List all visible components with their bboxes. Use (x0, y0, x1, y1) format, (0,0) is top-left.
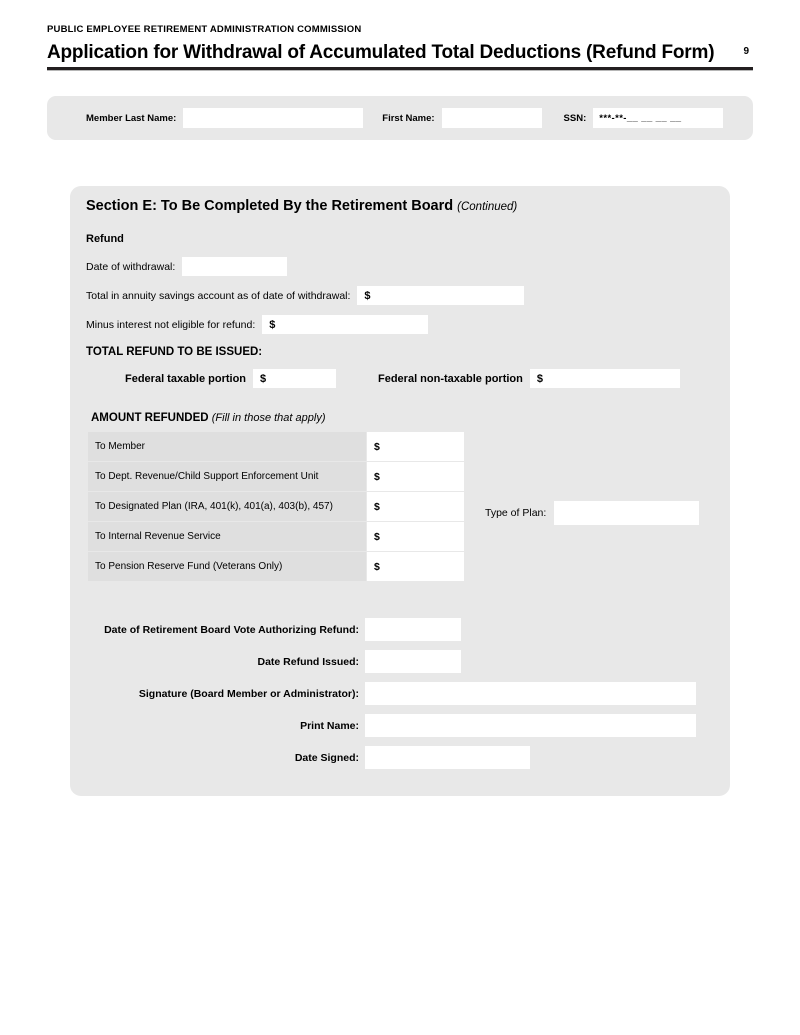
table-row (88, 522, 464, 551)
currency-symbol: $ (260, 372, 267, 385)
header-rule-thin (47, 70, 753, 71)
federal-taxable-label: Federal taxable portion (125, 372, 247, 385)
signature-label: Signature (Board Member or Administrator): (138, 687, 359, 700)
total-annuity-row (86, 286, 524, 305)
minus-interest-label: Minus interest not eligible for refund: (86, 318, 256, 331)
member-last-name-label: Member Last Name: (86, 112, 177, 124)
federal-non-taxable-row (378, 369, 680, 388)
table-row (88, 462, 464, 491)
currency-symbol: $ (536, 372, 543, 385)
amount-refunded-table (88, 432, 464, 582)
section-e-panel (70, 186, 730, 796)
board-vote-date-label: Date of Retirement Board Vote Authorizing Refund: (104, 623, 359, 636)
board-vote-date-input[interactable] (365, 618, 461, 641)
minus-interest-row (86, 315, 428, 334)
agency-name: PUBLIC EMPLOYEE RETIREMENT ADMINISTRATION COMMISSION (47, 24, 362, 35)
federal-non-taxable-label: Federal non-taxable portion (378, 372, 523, 385)
date-signed-input[interactable] (365, 746, 530, 769)
date-of-withdrawal-label: Date of withdrawal: (86, 260, 176, 273)
type-of-plan-row (485, 501, 699, 525)
member-info-bar (47, 96, 753, 140)
currency-symbol: $ (269, 318, 276, 331)
date-of-withdrawal-input[interactable] (182, 257, 287, 276)
table-cell-amount-input[interactable]: $ (367, 432, 464, 461)
table-row (88, 432, 464, 461)
page-title: Application for Withdrawal of Accumulated Total Deductions (Refund Form) (47, 42, 715, 63)
total-refund-heading: TOTAL REFUND TO BE ISSUED: (86, 346, 263, 358)
table-row (88, 492, 464, 521)
member-first-name-label: First Name: (382, 112, 435, 124)
page-header (47, 24, 753, 71)
section-title (86, 198, 517, 214)
signature-block (70, 618, 730, 778)
page-number: 9 (743, 46, 749, 57)
date-signed-label: Date Signed: (294, 751, 359, 764)
section-title-text: Section E: To Be Completed By the Retirement Board (86, 198, 454, 214)
table-cell-amount-input[interactable]: $ (367, 522, 464, 551)
table-cell-amount-input[interactable]: $ (367, 552, 464, 581)
member-first-name-input[interactable] (442, 108, 542, 128)
table-cell-amount-input[interactable]: $ (367, 462, 464, 491)
print-name-input[interactable] (365, 714, 696, 737)
refund-heading: Refund (86, 233, 124, 245)
table-row (88, 552, 464, 581)
table-cell-label: To Member (88, 432, 366, 461)
type-of-plan-input[interactable] (554, 501, 699, 525)
amount-refunded-heading-text: AMOUNT REFUNDED (91, 412, 209, 424)
currency-symbol: $ (364, 289, 371, 302)
amount-refunded-note: (Fill in those that apply) (211, 412, 326, 424)
table-cell-label: To Dept. Revenue/Child Support Enforcement Unit (88, 462, 366, 491)
title-row (47, 40, 753, 65)
federal-taxable-input[interactable] (253, 369, 336, 388)
print-name-row (70, 714, 730, 737)
member-ssn-input[interactable] (593, 108, 723, 128)
amount-refunded-heading (91, 412, 325, 424)
section-continued-note: (Continued) (457, 201, 518, 213)
signature-input[interactable] (365, 682, 696, 705)
date-refund-issued-label: Date Refund Issued: (257, 655, 359, 668)
date-refund-issued-input[interactable] (365, 650, 461, 673)
minus-interest-input[interactable] (262, 315, 428, 334)
ssn-mask-text: ***-**-__ __ __ __ (599, 112, 682, 124)
date-signed-row (70, 746, 730, 769)
print-name-label: Print Name: (300, 719, 359, 732)
board-vote-date-row (70, 618, 730, 641)
date-of-withdrawal-row (86, 257, 287, 276)
table-cell-label: To Internal Revenue Service (88, 522, 366, 551)
date-refund-issued-row (70, 650, 730, 673)
signature-row (70, 682, 730, 705)
federal-non-taxable-input[interactable] (530, 369, 680, 388)
total-annuity-label: Total in annuity savings account as of date of withdrawal: (86, 289, 351, 302)
federal-taxable-row (125, 369, 336, 388)
type-of-plan-label: Type of Plan: (485, 507, 547, 519)
table-cell-label: To Designated Plan (IRA, 401(k), 401(a), 403(b), 457) (88, 492, 366, 521)
member-ssn-label: SSN: (563, 112, 587, 124)
table-cell-label: To Pension Reserve Fund (Veterans Only) (88, 552, 366, 581)
member-last-name-input[interactable] (183, 108, 363, 128)
table-cell-amount-input[interactable]: $ (367, 492, 464, 521)
total-annuity-input[interactable] (357, 286, 524, 305)
